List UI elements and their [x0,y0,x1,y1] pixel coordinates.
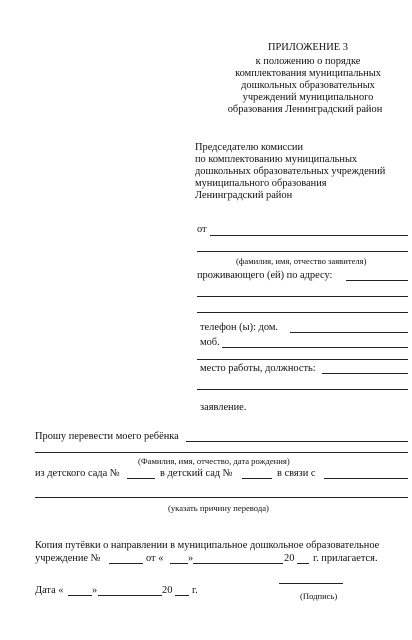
child-line-1[interactable] [186,441,408,442]
address-line-1[interactable] [197,296,408,297]
addressee-line-5: Ленинградский район [195,190,293,201]
appendix-line-5: образования Ленинградский район [227,104,383,115]
date-year-line[interactable] [175,595,189,596]
copy-line-2-c: » [188,553,194,564]
institution-number-line[interactable] [109,563,143,564]
phone-home-label: телефон (ы): дом. [200,322,279,333]
from-kindergarten-number-line[interactable] [127,478,155,479]
request-label: Прошу перевести моего ребёнка [35,431,179,442]
copy-line-2-b: от « [146,553,164,564]
to-kindergarten-label: в детский сад № [160,468,233,479]
copy-month-line[interactable] [193,563,283,564]
applicant-name-hint: (фамилия, имя, отчество заявителя) [236,256,367,266]
copy-line-2-a: учреждение № [35,553,101,564]
child-hint: (Фамилия, имя, отчество, дата рождения) [138,456,290,466]
work-label: место работы, должность: [200,363,316,374]
date-label: Дата « [35,585,64,596]
to-kindergarten-number-line[interactable] [242,478,272,479]
address-line-2[interactable] [197,312,408,313]
appendix-line-4: учреждений муниципального [242,92,374,103]
phone-home-line[interactable] [290,332,408,333]
from-kindergarten-label: из детского сада № [35,468,120,479]
from-line-2[interactable] [197,251,408,252]
addressee-line-2: по комплектованию муниципальных [195,154,358,165]
date-month-line[interactable] [98,595,162,596]
signature-hint: (Подпись) [300,591,338,601]
copy-line-1: Копия путёвки о направлении в муниципальное дошкольное образовательное [35,540,380,551]
statement-title: заявление. [200,402,247,413]
reason-line-1[interactable] [324,478,408,479]
copy-year-line[interactable] [297,563,309,564]
date-year: 20 [162,585,173,596]
date-year-suffix: г. [192,585,198,596]
addressee-line-4: муниципального образования [195,178,327,189]
appendix-line-1: к положению о порядке [255,56,361,67]
reason-line-2[interactable] [35,497,408,498]
reason-hint: (указать причину перевода) [168,503,269,513]
reason-connector: в связи с [277,468,316,479]
appendix-line-2: комплектования муниципальных [235,68,381,79]
work-line-inline[interactable] [322,373,408,374]
address-line-inline[interactable] [346,280,408,281]
copy-line-2-e: г. прилагается. [313,553,378,564]
phone-extra-line[interactable] [197,359,408,360]
phone-mobile-line[interactable] [222,347,408,348]
addressee-line-1: Председателю комиссии [195,142,303,153]
phone-mobile-label: моб. [200,337,220,348]
appendix-line-3: дошкольных образовательных [241,80,375,91]
addressee-line-3: дошкольных образовательных учреждений [195,166,386,177]
child-line-2[interactable] [35,452,408,453]
copy-day-line[interactable] [170,563,188,564]
date-close: » [92,585,98,596]
copy-line-2-d: 20 [284,553,295,564]
appendix-title: ПРИЛОЖЕНИЕ 3 [268,42,348,53]
work-line-2[interactable] [197,389,408,390]
date-day-line[interactable] [68,595,92,596]
from-line[interactable] [210,235,408,236]
from-label: от [197,224,207,235]
address-label: проживающего (ей) по адресу: [197,270,333,281]
signature-line[interactable] [279,583,343,584]
